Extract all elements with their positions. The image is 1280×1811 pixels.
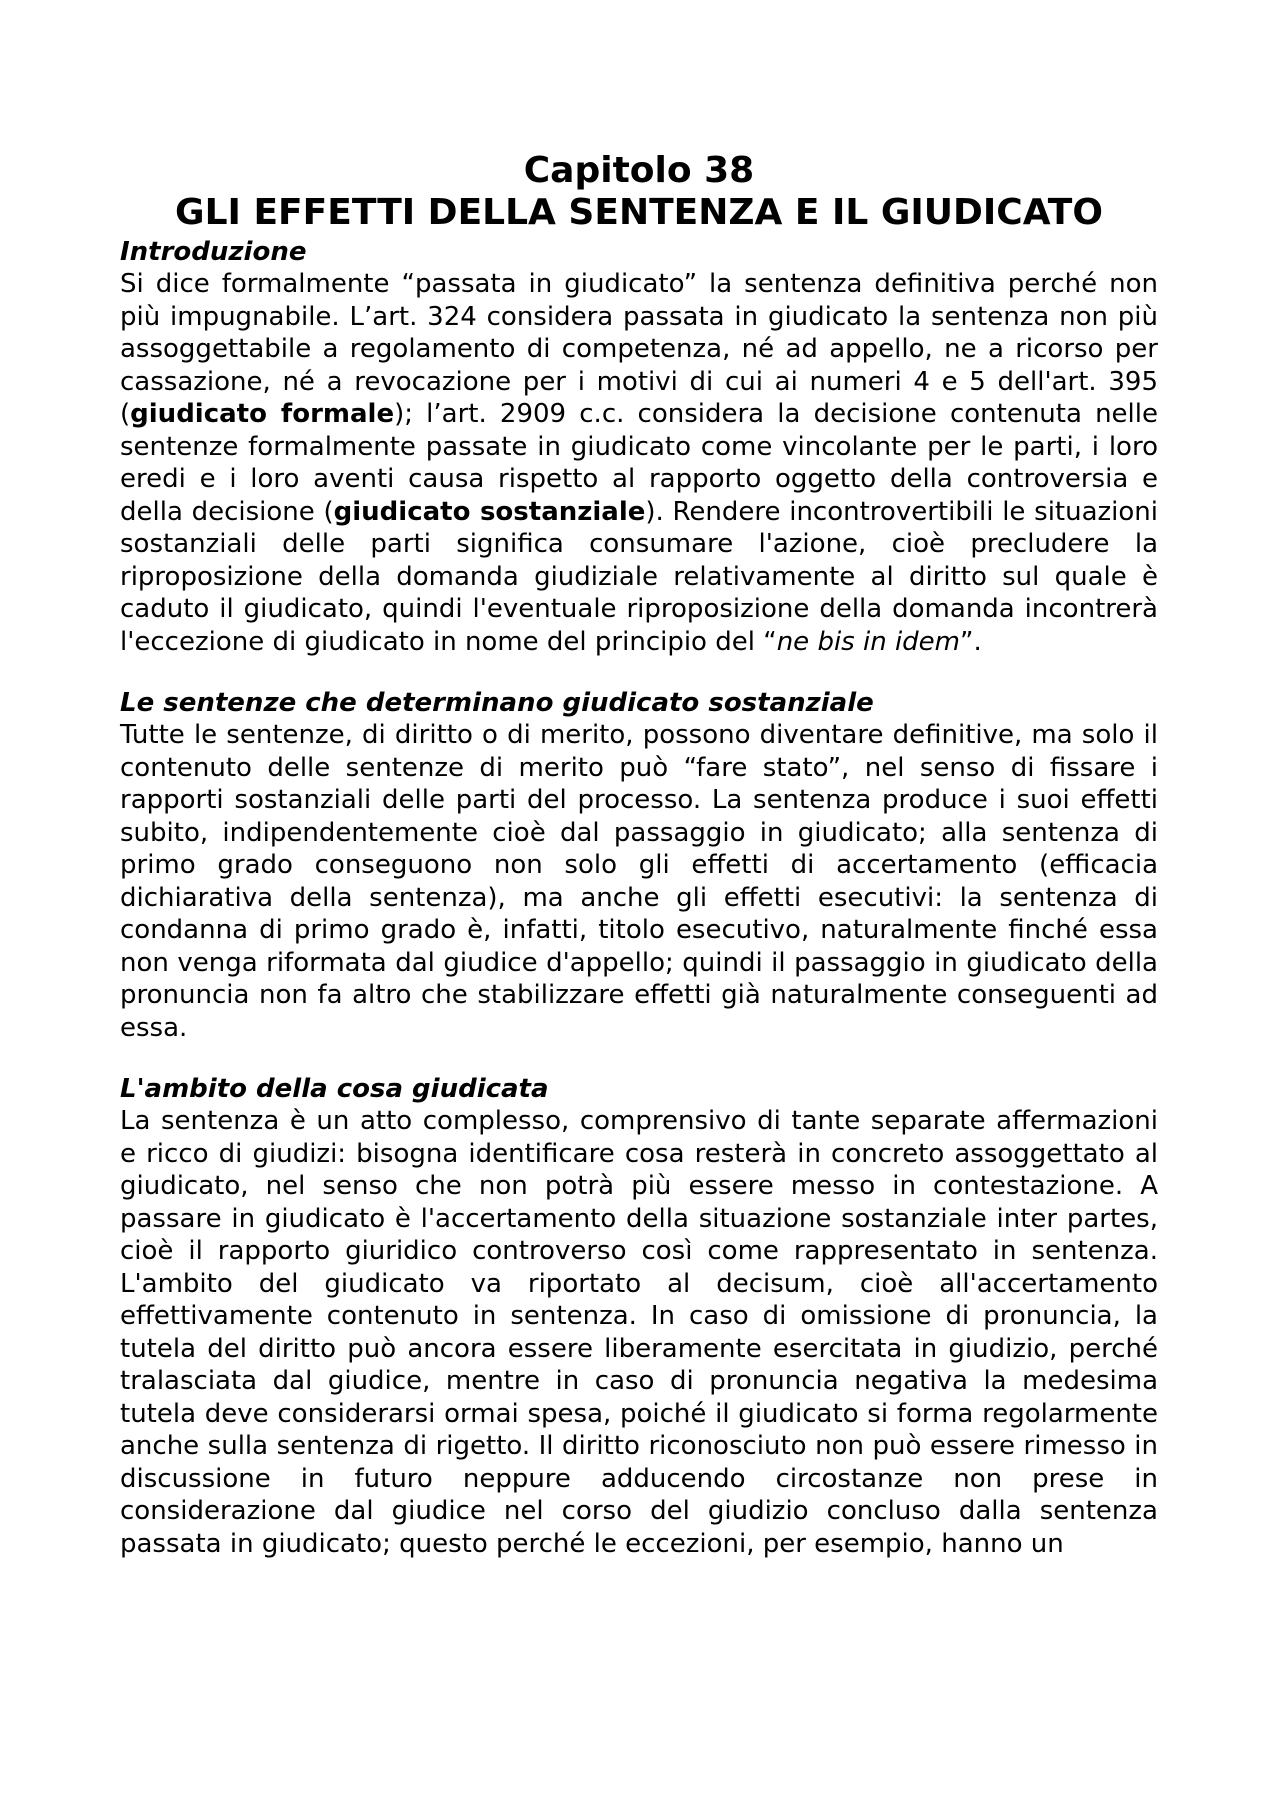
section-paragraph: Tutte le sentenze, di diritto o di merito, possono diventare definitive, ma solo il contenuto delle sentenze di merito può “fare stato”, nel senso di fissare i rapporti sostanziali delle parti del processo. La sentenza produce i suoi effetti subito, indipendentemente cioè dal passaggio in giudicato; alla sentenza di primo grado conseguono non solo gli effetti di accertamento (efficacia dichiarativa della sentenza), ma anche gli effetti esecutivi: la sentenza di condanna di primo grado è, infatti, titolo esecutivo, naturalmente finché essa non venga riformata dal giudice d'appello; quindi il passaggio in giudicato della pronuncia non fa altro che stabilizzare effetti già naturalmente conseguenti ad essa. [120, 720, 1158, 1043]
chapter-title: GLI EFFETTI DELLA SENTENZA E IL GIUDICATO [175, 192, 1103, 233]
section-sentenze-giudicato-sostanziale [120, 687, 1158, 1044]
paragraph-text: ). Rendere incontrovertibili le situazioni sostanziali delle parti significa consumare l'azione, cioè precludere la riproposizione della domanda giudiziale relativamente al diritto sul quale è caduto il giudicato, quindi l'eventuale riproposizione della domanda incontrerà l'eccezione di giudicato in nome del principio del “ [120, 496, 1158, 657]
section-heading: Le sentenze che determinano giudicato sostanziale [120, 688, 874, 718]
term-giudicato-formale: giudicato formale [130, 399, 395, 429]
paragraph-text: ”. [960, 626, 982, 657]
paragraph-text: Si dice formalmente “passata in giudicato” la sentenza definitiva perché non più impugnabile. L’art. 324 considera passata in giudicato la sentenza non più assoggettabile a regolamento di competenza, né ad appello, ne a ricorso per cassazione, né a revocazione per i motivi di cui ai numeri 4 e 5 dell'art. 395 ( [120, 269, 1158, 429]
paragraph-text: ); l’art. 2909 c.c. considera la decisione contenuta nelle sentenze formalmente passate in giudicato come vincolante per le parti, i loro eredi e i loro aventi causa rispetto al rapporto oggetto della controversia e della decisione ( [120, 399, 1158, 527]
chapter-number: Capitolo 38 [523, 150, 755, 191]
section-introduzione [120, 236, 1158, 658]
section-paragraph [120, 268, 1158, 658]
term-ne-bis-in-idem: ne bis in idem [776, 626, 960, 657]
section-ambito-cosa-giudicata [120, 1073, 1158, 1560]
section-heading: Introduzione [120, 237, 307, 267]
section-heading: L'ambito della cosa giudicata [120, 1074, 549, 1104]
term-giudicato-sostanziale: giudicato sostanziale [333, 496, 646, 527]
section-paragraph: La sentenza è un atto complesso, comprensivo di tante separate affermazioni e ricco di giudizi: bisogna identificare cosa resterà in concreto assoggettato al giudicato, nel senso che non potrà più essere messo in contestazione. A passare in giudicato è l'accertamento della situazione sostanziale inter partes, cioè il rapporto giuridico controverso così come rappresentato in sentenza. L'ambito del giudicato va riportato al decisum, cioè all'accertamento effettivamente contenuto in sentenza. In caso di omissione di pronuncia, la tutela del diritto può ancora essere liberamente esercitata in giudizio, perché tralasciata dal giudice, mentre in caso di pronuncia negativa la medesima tutela deve considerarsi ormai spesa, poiché il giudicato si forma regolarmente anche sulla sentenza di rigetto. Il diritto riconosciuto non può essere rimesso in discussione in futuro neppure adducendo circostanze non prese in considerazione dal giudice nel corso del giudizio concluso dalla sentenza passata in giudicato; questo perché le eccezioni, per esempio, hanno un [120, 1106, 1158, 1559]
document-page [120, 150, 1158, 1560]
